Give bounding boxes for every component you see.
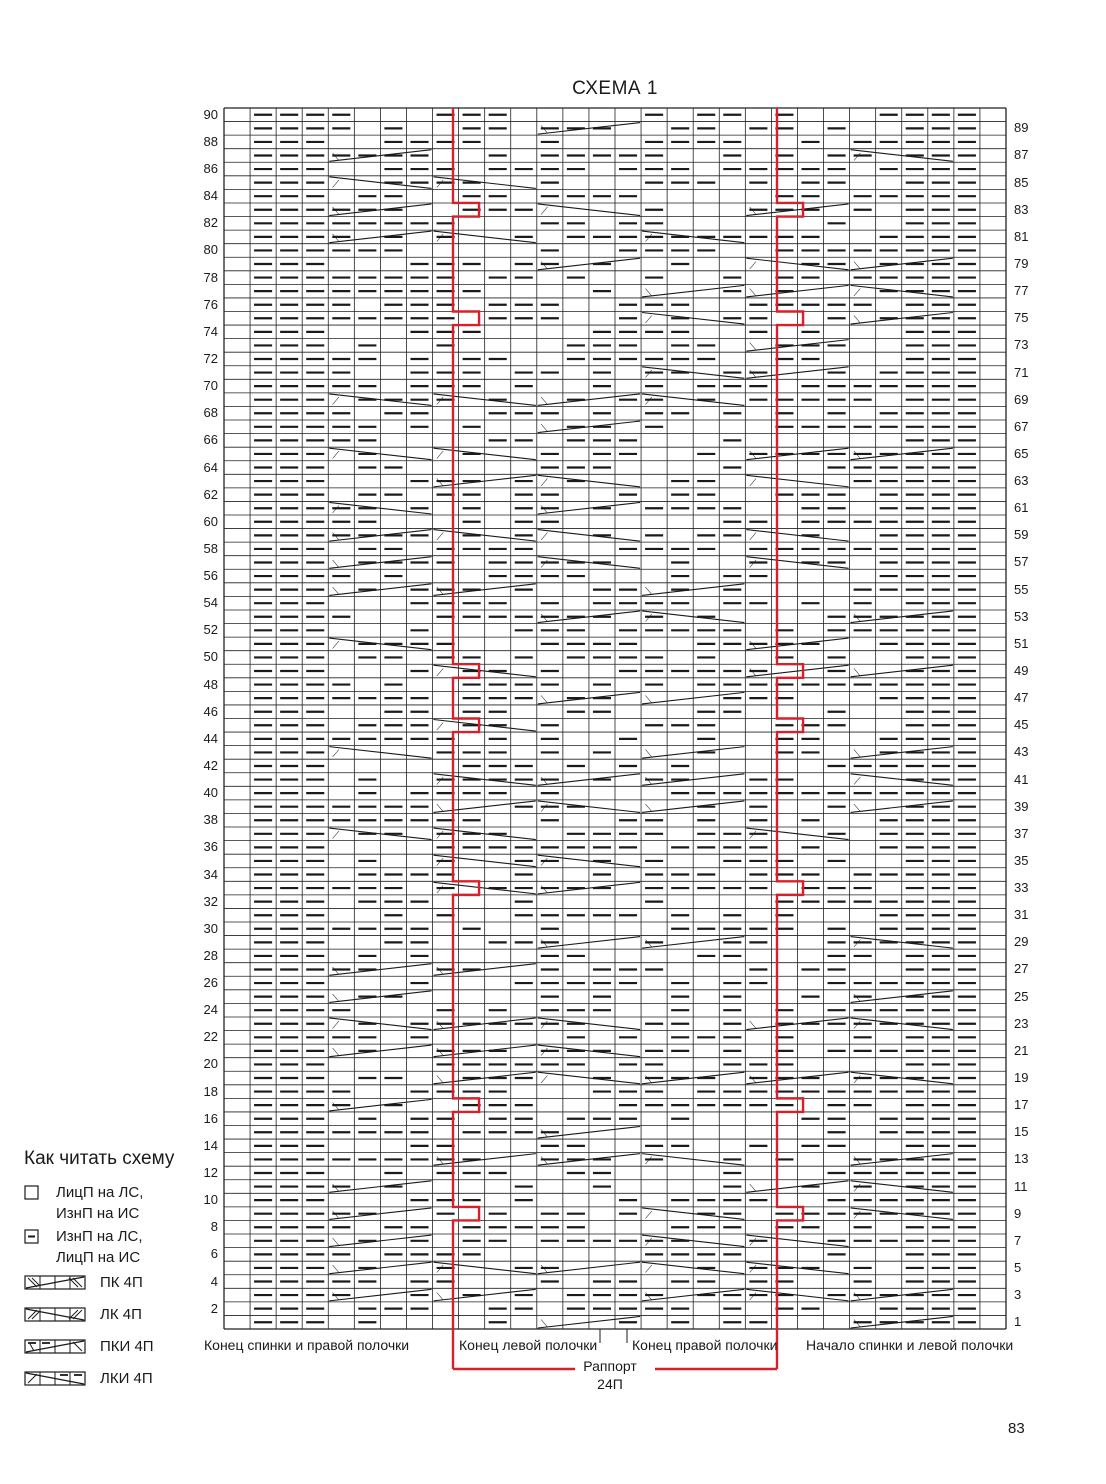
cable-mark: ⟍ [853, 1319, 861, 1330]
row-number: 80 [203, 242, 218, 258]
cable-mark: ⟍ [332, 532, 340, 544]
row-number: 55 [1014, 581, 1029, 597]
legend-rc4-label: ПК 4П [100, 1274, 143, 1291]
cable-mark: ⟋ [749, 830, 757, 842]
row-number: 58 [203, 540, 218, 556]
cable-mark: ⟍ [540, 260, 548, 272]
cable-mark: ⟋ [645, 1264, 653, 1276]
cable-mark: ⟍ [749, 1074, 757, 1086]
row-number: 87 [1014, 147, 1029, 163]
cable-mark: ⟋ [540, 1074, 548, 1086]
cable-mark: ⟍ [332, 1210, 340, 1222]
row-number: 61 [1014, 500, 1029, 516]
row-number: 1 [1014, 1314, 1022, 1330]
cable-mark: ⟋ [749, 1237, 757, 1249]
cable-mark: ⟍ [540, 1264, 548, 1276]
cable-mark: ⟋ [540, 559, 548, 571]
cable-mark: ⟋ [436, 884, 444, 896]
empty-square-icon [24, 1185, 40, 1201]
cable-mark: ⟍ [749, 1183, 757, 1195]
row-number: 8 [210, 1219, 218, 1235]
row-number: 19 [1014, 1070, 1029, 1086]
row-number: 56 [203, 568, 218, 584]
row-number: 38 [203, 812, 218, 828]
cable-mark: ⟍ [749, 369, 757, 381]
row-number: 9 [1014, 1205, 1022, 1221]
cable-mark: ⟋ [332, 450, 340, 462]
cable-mark: ⟋ [853, 152, 861, 164]
row-number: 15 [1014, 1124, 1029, 1140]
cable-mark: ⟍ [436, 586, 444, 598]
row-number: 11 [1014, 1178, 1028, 1194]
cable-mark: ⟋ [749, 1264, 757, 1276]
label-right-front-end: Конец правой полочки [632, 1337, 778, 1353]
row-number: 74 [203, 323, 218, 339]
row-number: 5 [1014, 1259, 1022, 1275]
cable-mark: ⟋ [645, 1156, 653, 1168]
dash-square-icon [24, 1229, 40, 1245]
cable-mark: ⟋ [853, 287, 861, 299]
cable-mark: ⟍ [540, 694, 548, 706]
row-number: 48 [203, 676, 218, 692]
cable-mark: ⟋ [645, 315, 653, 327]
cable-mark: ⟍ [645, 287, 653, 299]
cable-mark: ⟍ [332, 1264, 340, 1276]
row-number: 76 [203, 296, 218, 312]
label-back-right-end: Конец спинки и правой полочки [204, 1337, 410, 1353]
cable-mark: ⟍ [332, 586, 340, 598]
row-number: 32 [203, 893, 218, 909]
cable-mark: ⟍ [332, 993, 340, 1005]
row-number: 52 [203, 622, 218, 638]
cable-mark: ⟍ [540, 884, 548, 896]
cable-mark: ⟋ [645, 396, 653, 408]
row-number: 12 [203, 1164, 218, 1180]
cable-mark: ⟋ [436, 830, 444, 842]
row-number: 23 [1014, 1015, 1029, 1031]
row-number: 59 [1014, 527, 1029, 543]
cable-mark: ⟋ [540, 857, 548, 869]
cable-mark: ⟋ [332, 179, 340, 191]
cable-mark: ⟍ [645, 694, 653, 706]
cable-mark: ⟍ [540, 939, 548, 951]
right-cable-purl-4-icon [24, 1339, 88, 1355]
cable-mark: ⟍ [853, 1156, 861, 1168]
cable-mark: ⟍ [749, 1020, 757, 1032]
cable-mark: ⟋ [645, 1210, 653, 1222]
row-number: 41 [1014, 771, 1029, 787]
cable-mark: ⟍ [749, 206, 757, 218]
grid-lines [224, 108, 1006, 1343]
row-number: 42 [203, 757, 218, 773]
row-number: 49 [1014, 663, 1029, 679]
cable-mark: ⟍ [540, 1319, 548, 1330]
cable-mark: ⟍ [540, 396, 548, 408]
row-number: 90 [203, 106, 218, 122]
cable-mark: ⟋ [645, 1237, 653, 1249]
row-number: 37 [1014, 825, 1029, 841]
row-number: 44 [203, 730, 218, 746]
row-number: 50 [203, 649, 218, 665]
cable-mark: ⟍ [540, 613, 548, 625]
cable-mark: ⟋ [853, 1074, 861, 1086]
row-number: 62 [203, 486, 218, 502]
legend-purl-line2: ЛицП на ИС [56, 1249, 141, 1266]
row-number: 4 [210, 1273, 218, 1289]
row-number: 46 [203, 703, 218, 719]
row-number: 53 [1014, 608, 1029, 624]
cable-mark: ⟋ [749, 532, 757, 544]
row-number: 3 [1014, 1287, 1022, 1303]
cable-mark: ⟋ [853, 776, 861, 788]
row-number: 45 [1014, 717, 1029, 733]
cable-mark: ⟍ [853, 749, 861, 761]
legend-lc4-label: ЛК 4П [100, 1306, 142, 1323]
row-number: 85 [1014, 174, 1029, 190]
cable-mark: ⟍ [853, 667, 861, 679]
cable-mark: ⟋ [540, 1047, 548, 1059]
row-number: 57 [1014, 554, 1029, 570]
cable-mark: ⟋ [436, 179, 444, 191]
row-number: 73 [1014, 337, 1029, 353]
row-number: 14 [203, 1137, 218, 1153]
cable-mark: ⟋ [332, 396, 340, 408]
row-number: 17 [1014, 1097, 1029, 1113]
row-number: 6 [210, 1246, 218, 1262]
cable-mark: ⟍ [853, 993, 861, 1005]
left-cable-4-icon [24, 1307, 88, 1323]
cable-mark: ⟋ [332, 830, 340, 842]
row-number: 35 [1014, 852, 1029, 868]
cable-mark: ⟍ [540, 423, 548, 435]
cable-mark: ⟋ [332, 749, 340, 761]
legend-purl-line1: ИзнП на ЛС, [56, 1228, 143, 1245]
row-number: 25 [1014, 988, 1029, 1004]
cable-mark: ⟍ [645, 586, 653, 598]
row-number: 26 [203, 975, 218, 991]
cable-mark: ⟋ [540, 1020, 548, 1032]
row-number: 28 [203, 947, 218, 963]
cable-mark: ⟍ [436, 1156, 444, 1168]
row-number: 40 [203, 785, 218, 801]
row-number: 77 [1014, 283, 1029, 299]
cable-mark: ⟋ [332, 1020, 340, 1032]
cable-mark: ⟋ [436, 532, 444, 544]
cable-mark: ⟍ [853, 315, 861, 327]
row-number: 79 [1014, 256, 1029, 272]
label-back-left-start: Начало спинки и левой полочки [806, 1337, 1014, 1353]
chart-title: СХЕМА 1 [572, 78, 658, 99]
cable-mark: ⟋ [436, 857, 444, 869]
cable-mark: ⟋ [749, 559, 757, 571]
cable-mark: ⟍ [749, 342, 757, 354]
legend-title: Как читать схему [24, 1148, 175, 1169]
cable-mark: ⟍ [540, 776, 548, 788]
cable-mark: ⟍ [436, 1291, 444, 1303]
cable-mark: ⟋ [332, 505, 340, 516]
cable-mark: ⟍ [332, 1291, 340, 1303]
row-number: 70 [203, 378, 218, 394]
cable-mark: ⟋ [540, 477, 548, 489]
cable-mark: ⟍ [332, 1183, 340, 1195]
row-number: 86 [203, 161, 218, 177]
row-number: 78 [203, 269, 218, 285]
rapport-title: Раппорт [583, 1358, 637, 1374]
cable-mark: ⟍ [436, 477, 444, 489]
cable-mark: ⟋ [436, 667, 444, 679]
cable-mark: ⟍ [332, 1237, 340, 1249]
cable-mark: ⟋ [749, 477, 757, 489]
cable-mark: ⟋ [749, 1291, 757, 1303]
rapport-count: 24П [597, 1376, 623, 1392]
cable-mark: ⟍ [436, 1074, 444, 1086]
cable-mark: ⟍ [332, 966, 340, 978]
row-number: 18 [203, 1083, 218, 1099]
cable-mark: ⟍ [749, 287, 757, 299]
row-number: 84 [203, 188, 218, 204]
cable-mark: ⟋ [645, 233, 653, 245]
cable-mark: ⟍ [332, 206, 340, 218]
cable-mark: ⟋ [853, 1210, 861, 1222]
row-number: 89 [1014, 120, 1029, 136]
row-number: 24 [203, 1002, 218, 1018]
cable-mark: ⟍ [436, 803, 444, 815]
row-number: 36 [203, 839, 218, 855]
page-number: 83 [1008, 1420, 1025, 1437]
row-number: 63 [1014, 473, 1029, 489]
row-number: 13 [1014, 1151, 1029, 1167]
cable-mark: ⟋ [436, 776, 444, 788]
label-left-front-end: Конец левой полочки [459, 1337, 598, 1353]
row-number: 31 [1014, 907, 1029, 923]
row-number: 21 [1014, 1042, 1029, 1058]
cable-mark: ⟍ [332, 233, 340, 245]
row-number: 30 [203, 920, 218, 936]
cable-mark: ⟋ [436, 450, 444, 462]
cable-mark: ⟍ [645, 1074, 653, 1086]
cable-mark: ⟋ [853, 1183, 861, 1195]
row-number: 54 [203, 595, 218, 611]
cable-mark: ⟍ [540, 1156, 548, 1168]
row-number: 88 [203, 133, 218, 149]
right-cable-4-icon [24, 1275, 88, 1291]
row-number: 64 [203, 459, 218, 475]
cable-mark: ⟍ [645, 749, 653, 761]
row-number: 34 [203, 866, 218, 882]
row-number: 69 [1014, 391, 1029, 407]
row-number: 81 [1014, 228, 1029, 244]
row-number: 71 [1014, 364, 1029, 380]
cable-mark: ⟍ [645, 803, 653, 815]
row-number: 27 [1014, 961, 1029, 977]
cable-mark: ⟋ [540, 803, 548, 815]
cable-mark: ⟍ [853, 260, 861, 272]
cable-mark: ⟍ [436, 1047, 444, 1059]
cable-mark: ⟋ [853, 939, 861, 951]
cable-mark: ⟋ [749, 260, 757, 272]
cable-mark: ⟋ [540, 532, 548, 544]
row-number: 39 [1014, 798, 1029, 814]
row-number: 68 [203, 405, 218, 421]
row-number: 72 [203, 350, 218, 366]
cable-mark: ⟍ [853, 803, 861, 815]
cable-mark: ⟋ [645, 613, 653, 625]
row-number: 7 [1014, 1232, 1022, 1248]
row-number: 47 [1014, 690, 1029, 706]
cable-mark: ⟍ [436, 966, 444, 978]
cable-mark: ⟍ [332, 152, 340, 164]
row-number: 60 [203, 513, 218, 529]
cable-mark: ⟍ [332, 1101, 340, 1113]
row-number: 20 [203, 1056, 218, 1072]
row-number: 2 [210, 1300, 218, 1316]
cable-mark: ⟍ [540, 1129, 548, 1141]
cable-mark: ⟋ [436, 396, 444, 408]
row-number: 22 [203, 1029, 218, 1045]
row-number: 33 [1014, 880, 1029, 896]
row-number: 29 [1014, 934, 1029, 950]
cable-mark: ⟍ [645, 1291, 653, 1303]
cable-mark: ⟍ [853, 613, 861, 625]
row-number: 83 [1014, 201, 1029, 217]
cable-mark: ⟍ [540, 505, 548, 516]
legend-lcp4-label: ЛКИ 4П [100, 1370, 153, 1387]
left-cable-purl-4-icon [24, 1371, 88, 1387]
rapport-label [560, 1357, 660, 1393]
cable-mark: ⟋ [332, 640, 340, 652]
cable-mark: ⟍ [645, 939, 653, 951]
legend-knit-line2: ИзнП на ИС [56, 1205, 140, 1222]
row-number: 66 [203, 432, 218, 448]
cable-mark: ⟋ [540, 206, 548, 218]
cable-mark: ⟍ [332, 559, 340, 571]
cable-mark: ⟍ [749, 667, 757, 679]
cable-mark: ⟍ [853, 450, 861, 462]
cable-mark: ⟍ [436, 1020, 444, 1032]
legend-knit-line1: ЛицП на ЛС, [56, 1184, 144, 1201]
cable-mark: ⟋ [853, 1020, 861, 1032]
row-number: 75 [1014, 310, 1029, 326]
row-number: 16 [203, 1110, 218, 1126]
cable-mark: ⟍ [749, 640, 757, 652]
cable-mark: ⟋ [645, 369, 653, 381]
row-number: 67 [1014, 418, 1029, 434]
cable-mark: ⟍ [853, 1291, 861, 1303]
row-number: 43 [1014, 744, 1029, 760]
cable-mark: ⟍ [645, 776, 653, 788]
cable-mark: ⟍ [749, 450, 757, 462]
cable-mark: ⟋ [436, 233, 444, 245]
legend-rcp4-label: ПКИ 4П [100, 1338, 154, 1355]
row-number: 51 [1014, 635, 1029, 651]
row-number: 82 [203, 215, 218, 231]
cable-mark: ⟋ [436, 1264, 444, 1276]
cable-mark: ⟍ [540, 125, 548, 137]
cable-mark: ⟋ [436, 722, 444, 734]
cable-mark: ⟍ [332, 1047, 340, 1059]
row-number: 10 [203, 1192, 218, 1208]
row-number: 65 [1014, 445, 1029, 461]
